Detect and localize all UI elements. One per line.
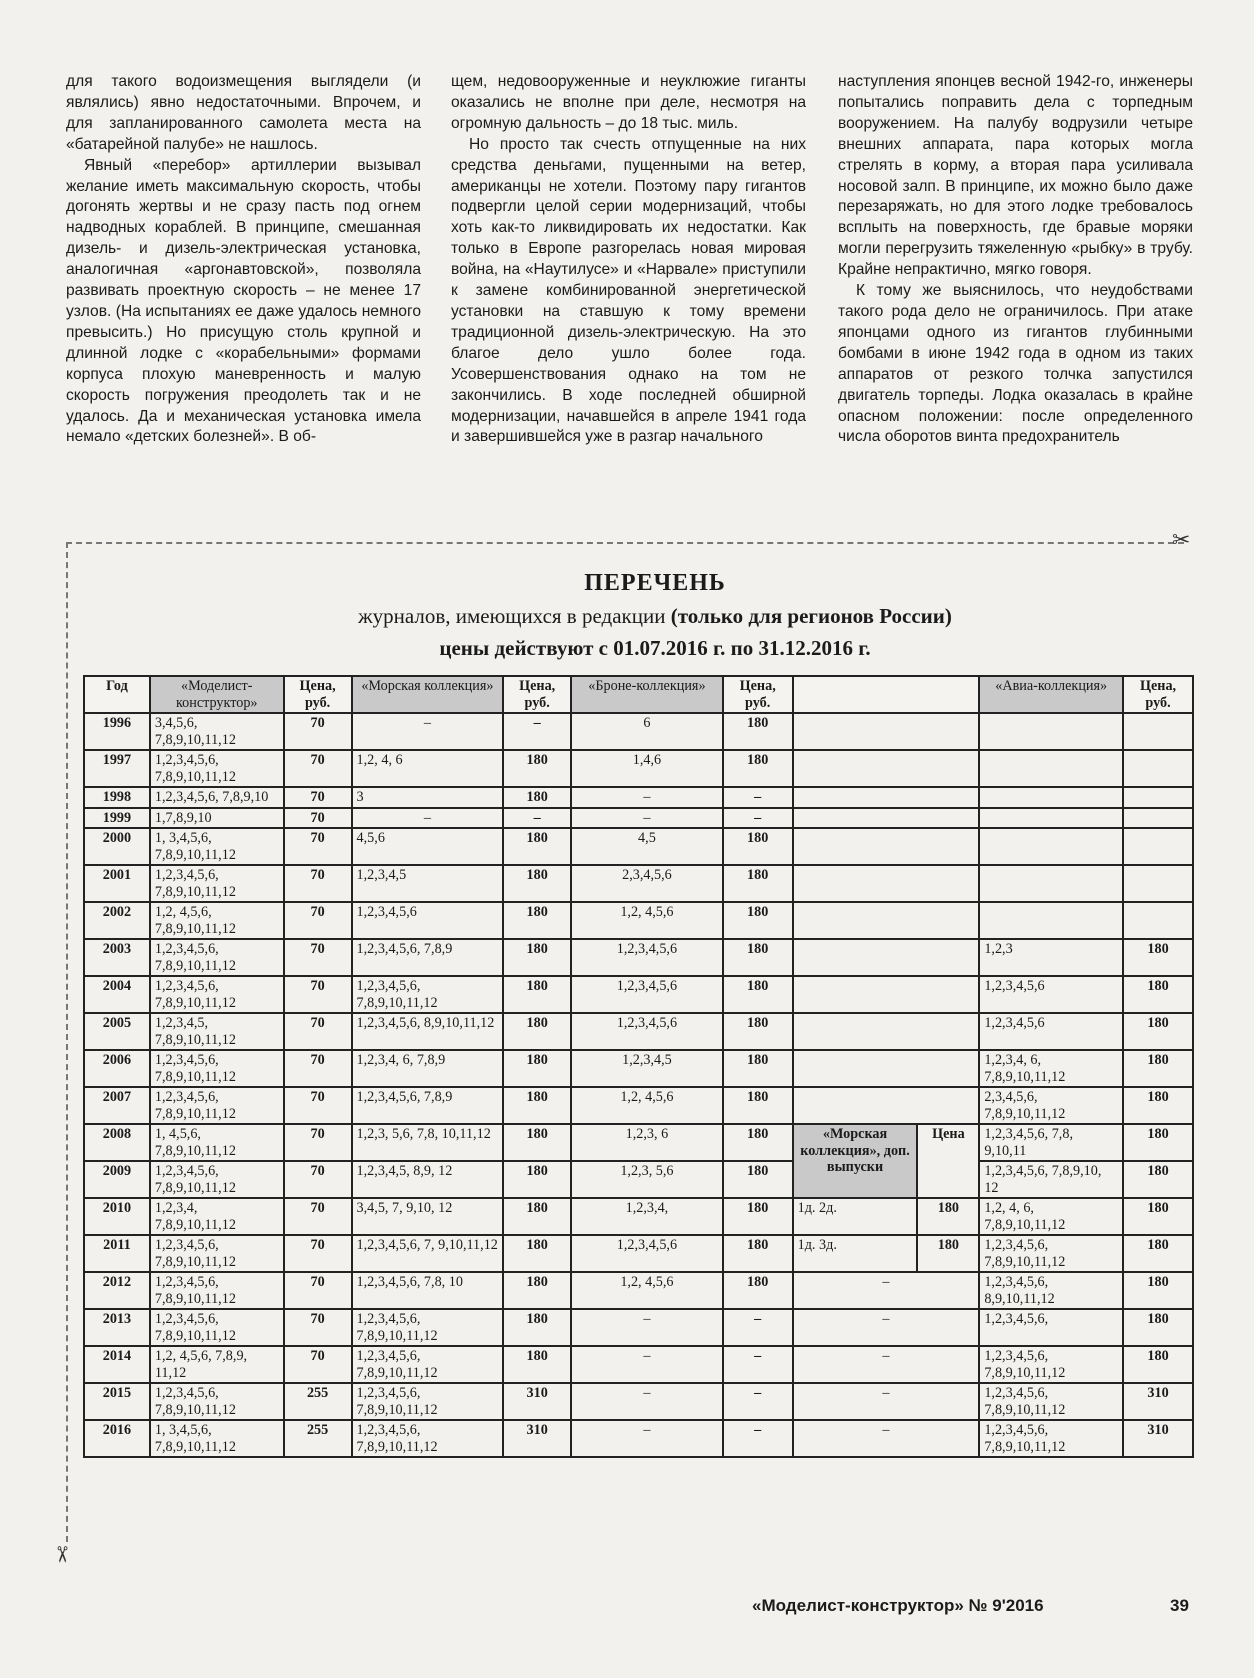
morskaya-price-cell: 180 — [503, 1013, 571, 1050]
table-row — [84, 1050, 1193, 1087]
empty-cell — [793, 1050, 980, 1087]
year-cell: 2006 — [84, 1050, 150, 1087]
table-row — [84, 828, 1193, 865]
avia-issues-cell — [979, 865, 1123, 902]
year-cell: 2014 — [84, 1346, 150, 1383]
year-cell: 2002 — [84, 902, 150, 939]
modelist-issues-cell: 1,2,3,4,5,6, 7,8,9,10,11,12 — [150, 1383, 284, 1420]
avia-issues-cell: 1,2,3,4,5,6, 7,8,9,10,11,12 — [979, 1383, 1123, 1420]
bronya-price-cell: 180 — [723, 1198, 793, 1235]
bronya-issues-cell: 1,4,6 — [571, 750, 723, 787]
morskaya-price-cell: 180 — [503, 787, 571, 808]
table-row — [84, 1087, 1193, 1124]
empty-cell — [793, 1087, 980, 1124]
modelist-issues-cell: 1,2,3,4,5,6, 7,8,9,10,11,12 — [150, 865, 284, 902]
bronya-issues-cell: – — [571, 1420, 723, 1457]
bronya-price-cell: 180 — [723, 976, 793, 1013]
modelist-price-cell: 255 — [284, 1383, 352, 1420]
morskaya-price-cell: 310 — [503, 1420, 571, 1457]
empty-cell — [793, 713, 980, 750]
modelist-issues-cell: 1,2,3,4,5,6, 7,8,9,10,11,12 — [150, 1050, 284, 1087]
avia-price-cell: 180 — [1123, 1050, 1193, 1087]
empty-cell — [793, 939, 980, 976]
modelist-price-cell: 70 — [284, 1087, 352, 1124]
bronya-price-cell: 180 — [723, 1124, 793, 1161]
table-row — [84, 787, 1193, 808]
modelist-issues-cell: 1,7,8,9,10 — [150, 808, 284, 829]
bronya-price-cell: 180 — [723, 713, 793, 750]
bronya-price-cell: – — [723, 1420, 793, 1457]
morskaya-price-cell: 180 — [503, 1346, 571, 1383]
avia-issues-cell: 2,3,4,5,6, 7,8,9,10,11,12 — [979, 1087, 1123, 1124]
header-price: Цена, руб. — [284, 676, 352, 713]
special-price-cell: 180 — [917, 1235, 979, 1272]
modelist-issues-cell: 1,2,3,4,5,6, 7,8,9,10,11,12 — [150, 976, 284, 1013]
header-empty — [793, 676, 980, 713]
avia-price-cell: 180 — [1123, 1309, 1193, 1346]
morskaya-issues-cell: 1,2,3,4,5,6, 7,8,9,10,11,12 — [352, 1309, 504, 1346]
modelist-price-cell: 70 — [284, 976, 352, 1013]
empty-cell — [793, 865, 980, 902]
morskaya-price-cell: 180 — [503, 1087, 571, 1124]
modelist-price-cell: 70 — [284, 808, 352, 829]
table-row — [84, 865, 1193, 902]
avia-issues-cell: 1,2,3,4,5,6, — [979, 1309, 1123, 1346]
table-row — [84, 1161, 1193, 1198]
cut-line-top — [66, 542, 1184, 544]
modelist-issues-cell: 1,2,3,4, 7,8,9,10,11,12 — [150, 1198, 284, 1235]
avia-issues-cell — [979, 750, 1123, 787]
morskaya-price-cell: 180 — [503, 902, 571, 939]
bronya-price-cell: – — [723, 1383, 793, 1420]
header-morskaya: «Морская коллекция» — [352, 676, 504, 713]
avia-price-cell: 180 — [1123, 939, 1193, 976]
avia-price-cell — [1123, 808, 1193, 829]
morskaya-issues-cell: 1,2,3,4,5,6, 8,9,10,11,12 — [352, 1013, 504, 1050]
table-row — [84, 1383, 1193, 1420]
scissors-icon: ✂ — [48, 1545, 74, 1564]
article-column-3 — [838, 72, 1193, 448]
bronya-issues-cell: – — [571, 1383, 723, 1420]
year-cell: 2003 — [84, 939, 150, 976]
bronya-issues-cell: 1,2, 4,5,6 — [571, 1272, 723, 1309]
list-title: ПЕРЕЧЕНЬ — [584, 570, 726, 596]
scissors-icon: ✂ — [1172, 528, 1191, 553]
year-cell: 2005 — [84, 1013, 150, 1050]
morskaya-price-cell: 180 — [503, 1161, 571, 1198]
modelist-price-cell: 70 — [284, 902, 352, 939]
avia-issues-cell: 1,2,3,4,5,6, 7,8,9,10,11,12 — [979, 1346, 1123, 1383]
bronya-price-cell: – — [723, 1346, 793, 1383]
avia-price-cell: 180 — [1123, 1087, 1193, 1124]
modelist-price-cell: 70 — [284, 1346, 352, 1383]
avia-issues-cell — [979, 828, 1123, 865]
modelist-issues-cell: 1, 3,4,5,6, 7,8,9,10,11,12 — [150, 828, 284, 865]
modelist-issues-cell: 1,2, 4,5,6, 7,8,9,10,11,12 — [150, 902, 284, 939]
magazine-price-table — [83, 675, 1194, 1458]
year-cell: 2000 — [84, 828, 150, 865]
special-issues-cell: 1д. 2д. — [793, 1198, 918, 1235]
empty-cell — [793, 808, 980, 829]
avia-price-cell: 310 — [1123, 1383, 1193, 1420]
modelist-price-cell: 70 — [284, 787, 352, 808]
bronya-price-cell: 180 — [723, 1161, 793, 1198]
year-cell: 1998 — [84, 787, 150, 808]
morskaya-price-cell: 310 — [503, 1383, 571, 1420]
avia-issues-cell — [979, 713, 1123, 750]
table-row — [84, 902, 1193, 939]
list-subtitle: журналов, имеющихся в редакции (только для регионов России) — [358, 604, 952, 628]
article-column-2 — [451, 72, 806, 448]
bronya-issues-cell: 1,2,3, 6 — [571, 1124, 723, 1161]
morskaya-price-cell: 180 — [503, 939, 571, 976]
avia-issues-cell: 1,2,3,4,5,6, 7,8,9,10, 12 — [979, 1161, 1123, 1198]
morskaya-issues-cell: – — [352, 808, 504, 829]
avia-issues-cell: 1,2,3,4,5,6, 7,8, 9,10,11 — [979, 1124, 1123, 1161]
modelist-price-cell: 70 — [284, 1050, 352, 1087]
empty-cell — [793, 787, 980, 808]
morskaya-price-cell: 180 — [503, 750, 571, 787]
special-issues-header: «Морская коллекция», доп. выпуски — [793, 1124, 918, 1198]
bronya-price-cell: 180 — [723, 865, 793, 902]
bronya-price-cell: – — [723, 808, 793, 829]
modelist-issues-cell: 1, 4,5,6, 7,8,9,10,11,12 — [150, 1124, 284, 1161]
avia-price-cell: 180 — [1123, 1013, 1193, 1050]
avia-price-cell: 180 — [1123, 1124, 1193, 1161]
modelist-issues-cell: 1,2,3,4,5,6, 7,8,9,10 — [150, 787, 284, 808]
bronya-price-cell: 180 — [723, 750, 793, 787]
modelist-issues-cell: 1,2,3,4,5,6, 7,8,9,10,11,12 — [150, 939, 284, 976]
modelist-issues-cell: 1,2,3,4,5,6, 7,8,9,10,11,12 — [150, 1161, 284, 1198]
avia-price-cell — [1123, 865, 1193, 902]
bronya-issues-cell: 6 — [571, 713, 723, 750]
morskaya-issues-cell: 1,2,3,4,5,6, 7,8,9,10,11,12 — [352, 1346, 504, 1383]
bronya-issues-cell: – — [571, 787, 723, 808]
year-cell: 2015 — [84, 1383, 150, 1420]
table-row — [84, 1124, 1193, 1161]
header-price: Цена, руб. — [723, 676, 793, 713]
morskaya-issues-cell: 1,2,3,4, 6, 7,8,9 — [352, 1050, 504, 1087]
header-price: Цена, руб. — [1123, 676, 1193, 713]
bronya-price-cell: 180 — [723, 1050, 793, 1087]
year-cell: 1999 — [84, 808, 150, 829]
avia-price-cell: 180 — [1123, 1198, 1193, 1235]
avia-price-cell — [1123, 713, 1193, 750]
table-row — [84, 1309, 1193, 1346]
morskaya-price-cell: 180 — [503, 1198, 571, 1235]
modelist-issues-cell: 1,2,3,4,5,6, 7,8,9,10,11,12 — [150, 750, 284, 787]
table-row — [84, 1235, 1193, 1272]
modelist-price-cell: 70 — [284, 1124, 352, 1161]
morskaya-issues-cell: 1,2,3, 5,6, 7,8, 10,11,12 — [352, 1124, 504, 1161]
morskaya-price-cell: – — [503, 808, 571, 829]
morskaya-issues-cell: 3,4,5, 7, 9,10, 12 — [352, 1198, 504, 1235]
modelist-issues-cell: 1,2, 4,5,6, 7,8,9, 11,12 — [150, 1346, 284, 1383]
paragraph: Явный «перебор» артиллерии вызывал желание иметь максимальную скорость, чтобы догонять жертвы и не сразу пасть под огнем надводных кораблей. В принципе, смешанная дизель- и дизель-электрическая установка, аналогичная «аргонавтовской», позволяла развивать проектную скорость – не менее 17 узлов. (На испытаниях ее даже удалось немного превысить.) Но присущую столь крупной и длинной лодке с «корабельными» формами корпуса плохую маневренность и малую скорость погружения преодолеть так и не удалось. Да и механическая установка имела немало «детских болезней». В об- — [66, 156, 421, 446]
table-row — [84, 750, 1193, 787]
modelist-price-cell: 70 — [284, 865, 352, 902]
modelist-issues-cell: 1,2,3,4,5,6, 7,8,9,10,11,12 — [150, 1087, 284, 1124]
morskaya-price-cell: 180 — [503, 976, 571, 1013]
header-year: Год — [84, 676, 150, 713]
bronya-price-cell: 180 — [723, 1272, 793, 1309]
bronya-issues-cell: 1,2,3,4, — [571, 1198, 723, 1235]
modelist-price-cell: 70 — [284, 713, 352, 750]
morskaya-issues-cell: 1,2,3,4,5,6, 7,8,9,10,11,12 — [352, 976, 504, 1013]
bronya-issues-cell: 1,2, 4,5,6 — [571, 902, 723, 939]
modelist-price-cell: 70 — [284, 1272, 352, 1309]
modelist-price-cell: 70 — [284, 1309, 352, 1346]
year-cell: 2010 — [84, 1198, 150, 1235]
empty-cell — [793, 976, 980, 1013]
avia-price-cell: 180 — [1123, 1161, 1193, 1198]
modelist-price-cell: 70 — [284, 1013, 352, 1050]
empty-cell — [793, 1013, 980, 1050]
morskaya-price-cell: 180 — [503, 828, 571, 865]
table-row — [84, 808, 1193, 829]
empty-cell — [793, 902, 980, 939]
bronya-price-cell: 180 — [723, 1013, 793, 1050]
special-issues-cell: – — [793, 1420, 980, 1457]
year-cell: 2008 — [84, 1124, 150, 1161]
year-cell: 2013 — [84, 1309, 150, 1346]
year-cell: 2011 — [84, 1235, 150, 1272]
bronya-issues-cell: 1,2,3, 5,6 — [571, 1161, 723, 1198]
modelist-price-cell: 70 — [284, 1161, 352, 1198]
special-issues-cell: – — [793, 1383, 980, 1420]
paragraph: наступления японцев весной 1942-го, инженеры попытались поправить дела с торпедным вооружением. На палубу водрузили четыре внешних аппарата, пара которых могла стрелять в корму, а вторая пара усиливала носовой залп. В принципе, их можно было даже перезаряжать, но для этого лодке требовалось всплыть на поверхность, где бравые моряки могли перегрузить тяжеленную «рыбку» в трубу. Крайне непрактично, мягко говоря. — [838, 73, 1193, 279]
avia-issues-cell: 1,2,3,4,5,6 — [979, 976, 1123, 1013]
avia-issues-cell: 1,2,3,4,5,6, 7,8,9,10,11,12 — [979, 1420, 1123, 1457]
morskaya-price-cell: 180 — [503, 1235, 571, 1272]
header-bronya: «Броне-коллекция» — [571, 676, 723, 713]
avia-issues-cell: 1,2, 4, 6, 7,8,9,10,11,12 — [979, 1198, 1123, 1235]
bronya-price-cell: 180 — [723, 939, 793, 976]
bronya-price-cell: – — [723, 787, 793, 808]
morskaya-issues-cell: 4,5,6 — [352, 828, 504, 865]
modelist-issues-cell: 1,2,3,4,5, 7,8,9,10,11,12 — [150, 1013, 284, 1050]
avia-price-cell: 180 — [1123, 1235, 1193, 1272]
modelist-issues-cell: 1,2,3,4,5,6, 7,8,9,10,11,12 — [150, 1272, 284, 1309]
paragraph: Но просто так счесть отпущенные на них средства деньгами, пущенными на ветер, американцы не хотели. Поэтому пару гигантов подвергли целой серии модернизаций, чтобы хоть как-то ликвидировать их недостатки. Как только в Европе разгорелась новая мировая война, на «Наутилусе» и «Нарвале» приступили к замене комбинированной энергетической установки на ставшую к тому времени традиционной дизель-электрическую. На это благое дело ушло более года. Усовершенствования однако на том не закончились. В ходе последней обширной модернизации, начавшейся в апреле 1941 года и завершившейся уже в разгар начального — [451, 135, 806, 446]
bronya-price-cell: – — [723, 1309, 793, 1346]
header-avia: «Авиа-коллекция» — [979, 676, 1123, 713]
avia-issues-cell: 1,2,3,4, 6, 7,8,9,10,11,12 — [979, 1050, 1123, 1087]
avia-issues-cell: 1,2,3,4,5,6, 7,8,9,10,11,12 — [979, 1235, 1123, 1272]
avia-issues-cell — [979, 808, 1123, 829]
modelist-issues-cell: 1,2,3,4,5,6, 7,8,9,10,11,12 — [150, 1235, 284, 1272]
article-column-1 — [66, 72, 421, 448]
morskaya-issues-cell: 1,2,3,4,5,6, 7, 9,10,11,12 — [352, 1235, 504, 1272]
morskaya-issues-cell: 1,2,3,4,5,6, 7,8,9,10,11,12 — [352, 1383, 504, 1420]
table-row — [84, 976, 1193, 1013]
bronya-issues-cell: – — [571, 1309, 723, 1346]
special-price-cell: 180 — [917, 1198, 979, 1235]
avia-price-cell: 180 — [1123, 1272, 1193, 1309]
header-price: Цена, руб. — [503, 676, 571, 713]
morskaya-price-cell: 180 — [503, 1050, 571, 1087]
bronya-issues-cell: 2,3,4,5,6 — [571, 865, 723, 902]
morskaya-issues-cell: 1,2,3,4,5,6, 7,8,9 — [352, 939, 504, 976]
modelist-issues-cell: 3,4,5,6, 7,8,9,10,11,12 — [150, 713, 284, 750]
table-row — [84, 1272, 1193, 1309]
morskaya-issues-cell: 1,2,3,4,5,6, 7,8, 10 — [352, 1272, 504, 1309]
bronya-issues-cell: 1,2,3,4,5,6 — [571, 1235, 723, 1272]
morskaya-price-cell: – — [503, 713, 571, 750]
table-row — [84, 1198, 1193, 1235]
table-row — [84, 713, 1193, 750]
bronya-price-cell: 180 — [723, 1235, 793, 1272]
morskaya-price-cell: 180 — [503, 1272, 571, 1309]
table-header-row — [84, 676, 1193, 713]
modelist-price-cell: 255 — [284, 1420, 352, 1457]
bronya-issues-cell: – — [571, 1346, 723, 1383]
bronya-price-cell: 180 — [723, 828, 793, 865]
avia-issues-cell — [979, 787, 1123, 808]
modelist-issues-cell: 1, 3,4,5,6, 7,8,9,10,11,12 — [150, 1420, 284, 1457]
cut-line-left — [66, 542, 68, 1542]
modelist-price-cell: 70 — [284, 1235, 352, 1272]
avia-price-cell: 310 — [1123, 1420, 1193, 1457]
morskaya-issues-cell: – — [352, 713, 504, 750]
morskaya-issues-cell: 1,2, 4, 6 — [352, 750, 504, 787]
modelist-issues-cell: 1,2,3,4,5,6, 7,8,9,10,11,12 — [150, 1309, 284, 1346]
year-cell: 1997 — [84, 750, 150, 787]
morskaya-price-cell: 180 — [503, 1309, 571, 1346]
special-issues-cell: – — [793, 1346, 980, 1383]
modelist-price-cell: 70 — [284, 828, 352, 865]
year-cell: 2012 — [84, 1272, 150, 1309]
table-row — [84, 939, 1193, 976]
special-price-header: Цена — [917, 1124, 979, 1198]
year-cell: 2004 — [84, 976, 150, 1013]
bronya-issues-cell: – — [571, 808, 723, 829]
modelist-price-cell: 70 — [284, 939, 352, 976]
year-cell: 1996 — [84, 713, 150, 750]
bronya-issues-cell: 1,2,3,4,5,6 — [571, 939, 723, 976]
avia-price-cell — [1123, 828, 1193, 865]
table-row — [84, 1420, 1193, 1457]
bronya-issues-cell: 1,2,3,4,5,6 — [571, 1013, 723, 1050]
bronya-issues-cell: 1,2,3,4,5,6 — [571, 976, 723, 1013]
morskaya-issues-cell: 3 — [352, 787, 504, 808]
bronya-price-cell: 180 — [723, 902, 793, 939]
modelist-price-cell: 70 — [284, 750, 352, 787]
morskaya-issues-cell: 1,2,3,4,5, 8,9, 12 — [352, 1161, 504, 1198]
paragraph: К тому же выяснилось, что неудобствами такого рода дело не ограничилось. При атаке японцами одного из гигантов глубинными бомбами в июне 1942 года в одном из таких аппаратов от резкого толчка запустился двигатель торпеды. Лодка оказалась в крайне опасном положении: после определенного числа оборотов винта предохранитель — [838, 282, 1193, 446]
empty-cell — [793, 828, 980, 865]
morskaya-issues-cell: 1,2,3,4,5 — [352, 865, 504, 902]
paragraph: для такого водоизмещения выглядели (и являлись) явно недостаточными. Впрочем, и для запланированного самолета места на «батарейной палубе» не нашлось. — [66, 73, 421, 153]
avia-price-cell: 180 — [1123, 976, 1193, 1013]
year-cell: 2016 — [84, 1420, 150, 1457]
footer-magazine-issue: «Моделист-конструктор» № 9'2016 — [752, 1596, 1044, 1615]
morskaya-price-cell: 180 — [503, 1124, 571, 1161]
year-cell: 2001 — [84, 865, 150, 902]
prices-note: цены действуют с 01.07.2016 г. по 31.12.2016 г. — [439, 636, 871, 660]
avia-issues-cell — [979, 902, 1123, 939]
modelist-price-cell: 70 — [284, 1198, 352, 1235]
avia-price-cell: 180 — [1123, 1346, 1193, 1383]
avia-issues-cell: 1,2,3,4,5,6 — [979, 1013, 1123, 1050]
morskaya-issues-cell: 1,2,3,4,5,6 — [352, 902, 504, 939]
avia-price-cell — [1123, 750, 1193, 787]
special-issues-cell: – — [793, 1309, 980, 1346]
year-cell: 2007 — [84, 1087, 150, 1124]
table-row — [84, 1346, 1193, 1383]
table-row — [84, 1013, 1193, 1050]
morskaya-price-cell: 180 — [503, 865, 571, 902]
year-cell: 2009 — [84, 1161, 150, 1198]
special-issues-cell: 1д. 3д. — [793, 1235, 918, 1272]
avia-issues-cell: 1,2,3 — [979, 939, 1123, 976]
avia-price-cell — [1123, 902, 1193, 939]
header-modelist: «Моделист-конструктор» — [150, 676, 284, 713]
avia-issues-cell: 1,2,3,4,5,6, 8,9,10,11,12 — [979, 1272, 1123, 1309]
bronya-issues-cell: 4,5 — [571, 828, 723, 865]
page-number: 39 — [1170, 1596, 1189, 1615]
avia-price-cell — [1123, 787, 1193, 808]
bronya-price-cell: 180 — [723, 1087, 793, 1124]
paragraph: щем, недовооруженные и неуклюжие гиганты оказались не вполне при деле, несмотря на огромную дальность – до 18 тыс. миль. — [451, 73, 806, 132]
morskaya-issues-cell: 1,2,3,4,5,6, 7,8,9,10,11,12 — [352, 1420, 504, 1457]
bronya-issues-cell: 1,2,3,4,5 — [571, 1050, 723, 1087]
empty-cell — [793, 750, 980, 787]
bronya-issues-cell: 1,2, 4,5,6 — [571, 1087, 723, 1124]
special-issues-cell: – — [793, 1272, 980, 1309]
morskaya-issues-cell: 1,2,3,4,5,6, 7,8,9 — [352, 1087, 504, 1124]
